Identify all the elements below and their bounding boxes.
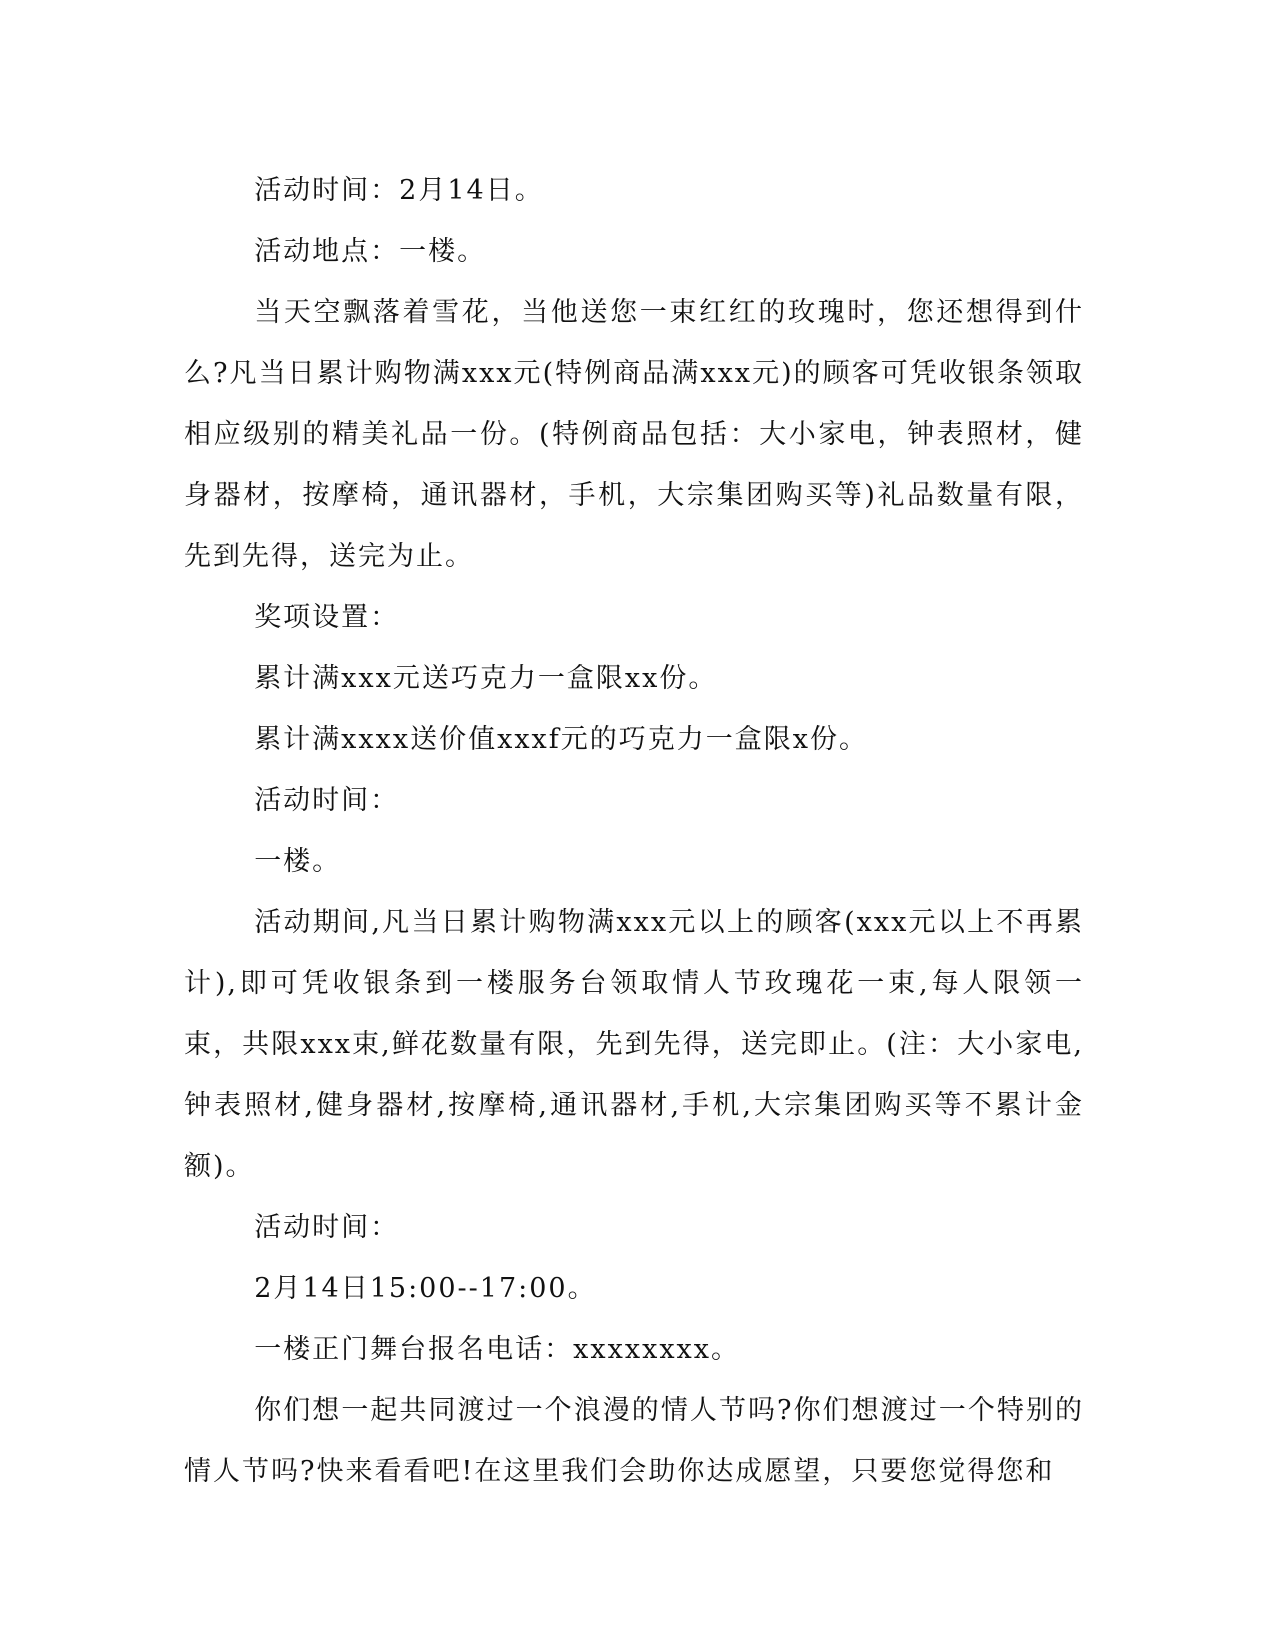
paragraph-location-2: 一楼。: [254, 846, 342, 877]
paragraph-prize-tier-2: 累计满xxxx送价值xxxf元的巧克力一盒限x份。: [254, 724, 868, 755]
paragraph-rose-offer: 活动期间,凡当日累计购物满xxx元以上的顾客(xxx元以上不再累计),即可凭收银条到一楼服务台领取情人节玫瑰花一束,每人限领一束，共限xxx束,鲜花数量有限，先到先得，送完即止。(注：大小家电,钟表照材,健身器材,按摩椅,通讯器材,手机,大宗集团购买等不累计金额)。: [184, 907, 1084, 1182]
paragraph-signup-phone: 一楼正门舞台报名电话：xxxxxxxx。: [254, 1334, 741, 1365]
paragraph-prize-heading: 奖项设置：: [254, 602, 400, 633]
paragraph-gift-offer: 当天空飘落着雪花，当他送您一束红红的玫瑰时，您还想得到什么?凡当日累计购物满xxx元(特例商品满xxx元)的顾客可凭收银条领取相应级别的精美礼品一份。(特例商品包括：大小家电，钟表照材，健身器材，按摩椅，通讯器材，手机，大宗集团购买等)礼品数量有限，先到先得，送完为止。: [184, 297, 1084, 572]
paragraph-romantic-invite: 你们想一起共同渡过一个浪漫的情人节吗?你们想渡过一个特别的情人节吗?快来看看吧!在这里我们会助你达成愿望，只要您觉得您和: [184, 1395, 1084, 1487]
paragraph-event-date-time: 2月14日15:00--17:00。: [254, 1273, 597, 1304]
document-body: [184, 160, 1084, 1502]
paragraph-event-location: 活动地点：一楼。: [254, 236, 487, 267]
paragraph-event-time-2: 活动时间：: [254, 785, 400, 816]
paragraph-prize-tier-1: 累计满xxx元送巧克力一盒限xx份。: [254, 663, 718, 694]
paragraph-event-time: 活动时间：2月14日。: [254, 175, 544, 206]
paragraph-event-time-3: 活动时间：: [254, 1212, 400, 1243]
